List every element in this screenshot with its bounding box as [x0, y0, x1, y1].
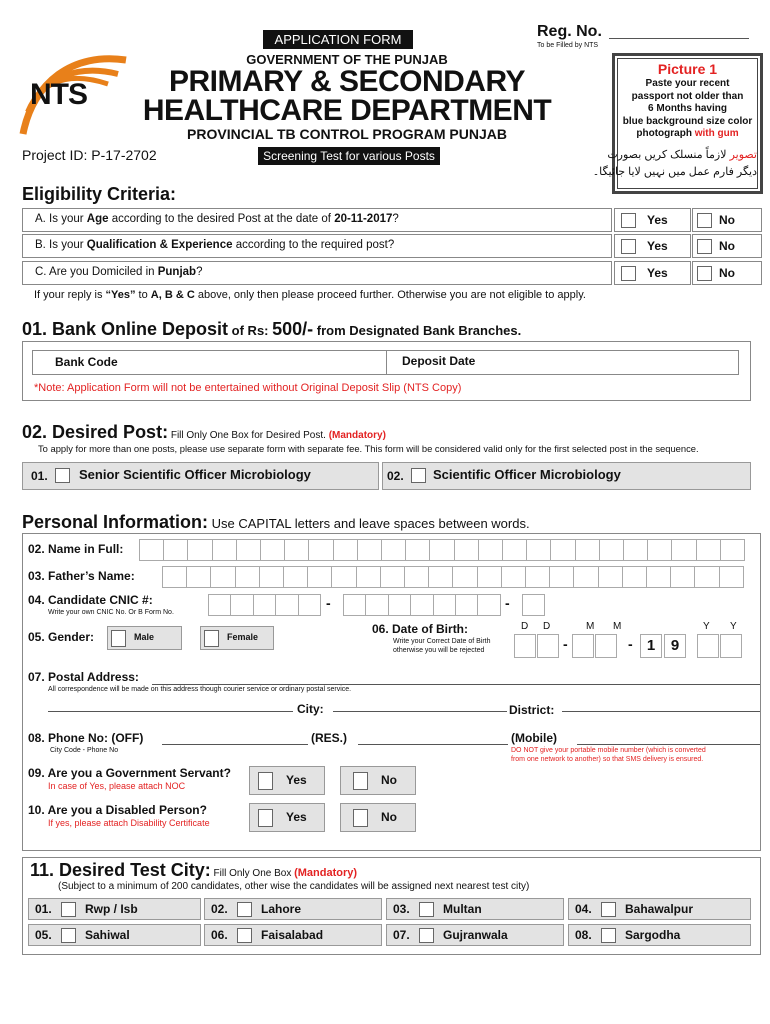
name-char-cell[interactable]: [526, 539, 551, 561]
program-subtitle: PROVINCIAL TB CONTROL PROGRAM PUNJAB: [187, 126, 507, 142]
urdu-picture: تصویر: [729, 148, 757, 161]
picture-box[interactable]: [592, 53, 763, 194]
name-char-cell[interactable]: [236, 539, 261, 561]
cnic-char-cell[interactable]: [298, 594, 321, 616]
father-name-char-cell[interactable]: [670, 566, 695, 588]
father-name-char-cell[interactable]: [452, 566, 477, 588]
note-text: If your reply is: [34, 289, 106, 301]
mandatory: (Mandatory): [328, 430, 386, 441]
mobile-note: from one network to another) so that SMS delivery is ensured.: [511, 756, 704, 763]
yes-checkbox[interactable]: [258, 772, 273, 790]
mobile-label: (Mobile): [511, 731, 557, 745]
eligibility-row: [22, 234, 612, 258]
name-char-cell[interactable]: [478, 539, 503, 561]
name-char-cell[interactable]: [550, 539, 575, 561]
cnic-char-cell[interactable]: [275, 594, 298, 616]
department-title-1: PRIMARY & SECONDARY: [168, 65, 526, 98]
father-name-char-cell[interactable]: [259, 566, 284, 588]
city-num: 06.: [211, 928, 228, 942]
dob-note: otherwise you will be rejected: [393, 647, 485, 654]
city-label: Multan: [443, 902, 482, 916]
post-label: Senior Scientific Officer Microbiology: [79, 467, 311, 482]
no-label: No: [719, 266, 735, 280]
dob-dash: -: [563, 636, 568, 652]
note-text: above, only then please proceed further. Otherwise you are not eligible to apply.: [194, 289, 586, 301]
test-city-option[interactable]: [204, 924, 382, 946]
male-label: Male: [134, 632, 155, 642]
eligibility-yes[interactable]: [614, 234, 691, 258]
city-num: 08.: [575, 928, 592, 942]
father-name-char-cell[interactable]: [307, 566, 332, 588]
father-name-char-cell[interactable]: [356, 566, 381, 588]
name-char-cell[interactable]: [284, 539, 309, 561]
city-num: 04.: [575, 902, 592, 916]
city-num: 07.: [393, 928, 410, 942]
eligibility-no[interactable]: [692, 261, 762, 285]
father-name-char-cell[interactable]: [186, 566, 211, 588]
urdu-line: لازماً منسلک کریں بصورت: [607, 148, 727, 161]
screening-badge: Screening Test for various Posts: [258, 147, 440, 165]
question-text: according to the desired Post at the date of: [108, 213, 335, 225]
city-checkbox[interactable]: [601, 902, 616, 917]
disabled-no[interactable]: [340, 803, 416, 832]
cnic-dash: -: [326, 595, 331, 611]
name-char-cell[interactable]: [187, 539, 212, 561]
father-name-char-cell[interactable]: [331, 566, 356, 588]
project-id: Project ID: P-17-2702: [22, 147, 157, 163]
question-bold: 20-11-2017: [334, 213, 393, 225]
cnic-char-cell[interactable]: [410, 594, 433, 616]
question-text: ?: [196, 266, 203, 278]
name-char-cell[interactable]: [696, 539, 721, 561]
eligibility-yes[interactable]: [614, 261, 691, 285]
nts-logo: [18, 42, 128, 142]
title-text: Use CAPITAL letters and leave spaces between words.: [208, 516, 530, 531]
father-name-char-cell[interactable]: [477, 566, 502, 588]
no-label: No: [381, 810, 397, 824]
name-label: 02. Name in Full:: [28, 542, 124, 556]
father-name-char-cell[interactable]: [646, 566, 671, 588]
address-field-2[interactable]: [48, 711, 293, 712]
male-checkbox[interactable]: [111, 630, 126, 647]
reg-no-note: To be Filled by NTS: [537, 42, 599, 49]
cnic-char-cell[interactable]: [433, 594, 456, 616]
cnic-dash: -: [505, 595, 510, 611]
eligibility-row: [22, 261, 612, 285]
name-char-cell[interactable]: [599, 539, 624, 561]
no-label: No: [381, 773, 397, 787]
post-checkbox[interactable]: [55, 468, 70, 483]
section-title: Personal Information:: [22, 512, 209, 532]
question-text: ?: [392, 213, 399, 225]
dob-cell[interactable]: [514, 634, 536, 658]
name-char-cell[interactable]: [720, 539, 745, 561]
city-num: 01.: [35, 902, 52, 916]
no-checkbox[interactable]: [697, 266, 712, 281]
post-option-1[interactable]: [22, 462, 379, 490]
name-char-cell[interactable]: [575, 539, 600, 561]
name-char-cell[interactable]: [357, 539, 382, 561]
dob-format-letter: D: [543, 621, 551, 632]
father-name-char-cell[interactable]: [694, 566, 719, 588]
govt-servant-no[interactable]: [340, 766, 416, 795]
yes-label: Yes: [647, 239, 668, 253]
eligibility-note: [34, 289, 586, 301]
father-name-char-cell[interactable]: [428, 566, 453, 588]
father-name-char-cell[interactable]: [501, 566, 526, 588]
picture-line: passport not older than: [631, 90, 744, 102]
city-checkbox[interactable]: [237, 928, 252, 943]
deposit-date-label: Deposit Date: [402, 354, 476, 368]
name-char-cell[interactable]: [671, 539, 696, 561]
mandatory: (Mandatory): [294, 867, 358, 879]
yes-checkbox[interactable]: [621, 239, 636, 254]
dob-label: 06. Date of Birth:: [372, 622, 469, 636]
yes-label: Yes: [647, 266, 668, 280]
female-checkbox[interactable]: [204, 630, 219, 647]
dob-format-letter: Y: [703, 621, 710, 632]
city-label: Sargodha: [625, 928, 681, 942]
dob-cell[interactable]: [572, 634, 594, 658]
city-label: Lahore: [261, 902, 302, 916]
city-label: City:: [297, 702, 324, 716]
note-text: A, B & C: [150, 289, 195, 301]
dob-year-prefix: 1: [646, 637, 656, 654]
res-label: (RES.): [311, 731, 347, 745]
dob-cell[interactable]: [720, 634, 742, 658]
name-char-cell[interactable]: [260, 539, 285, 561]
test-city-option[interactable]: [386, 898, 564, 920]
note-text: to: [135, 289, 151, 301]
cnic-char-cell[interactable]: [388, 594, 411, 616]
name-char-cell[interactable]: [429, 539, 454, 561]
city-num: 02.: [211, 902, 228, 916]
address-label: 07. Postal Address:: [28, 670, 139, 684]
dob-cell[interactable]: [537, 634, 559, 658]
reg-no-label: Reg. No.: [537, 23, 602, 40]
deposit-date-field[interactable]: [386, 350, 739, 375]
test-city-note: (Subject to a minimum of 200 candidates, other wise the candidates will be assigned next nearest test city): [58, 881, 530, 892]
test-city-option[interactable]: [204, 898, 382, 920]
city-checkbox[interactable]: [601, 928, 616, 943]
no-label: No: [719, 239, 735, 253]
department-title-2: HEALTHCARE DEPARTMENT: [142, 94, 552, 127]
title-text: of Rs:: [228, 323, 273, 338]
yes-checkbox[interactable]: [258, 809, 273, 827]
cnic-note: Write your own CNIC No. Or B Form No.: [48, 609, 174, 616]
father-name-char-cell[interactable]: [573, 566, 598, 588]
gender-female[interactable]: [200, 626, 274, 650]
section-title: 02. Desired Post:: [22, 422, 169, 442]
eligibility-no[interactable]: [692, 234, 762, 258]
bank-note: *Note: Application Form will not be entertained without Original Deposit Slip (NTS Copy): [34, 382, 462, 394]
district-label: District:: [509, 703, 555, 717]
cnic-char-cell[interactable]: [477, 594, 500, 616]
father-name-char-cell[interactable]: [283, 566, 308, 588]
dob-dash: -: [628, 636, 633, 652]
question-text: B. Is your: [35, 239, 87, 251]
bank-deposit-title: [22, 319, 521, 341]
cnic-label: 04. Candidate CNIC #:: [28, 593, 153, 607]
post-option-2[interactable]: [382, 462, 751, 490]
name-char-cell[interactable]: [333, 539, 358, 561]
city-label: Sahiwal: [85, 928, 130, 942]
no-checkbox[interactable]: [697, 213, 712, 228]
section-title: 01. Bank Online Deposit: [22, 319, 229, 339]
desired-post-title: [22, 423, 386, 445]
address-field[interactable]: [152, 684, 760, 685]
eligibility-row: [22, 208, 612, 232]
father-name-char-cell[interactable]: [210, 566, 235, 588]
bank-code-field[interactable]: [32, 350, 387, 375]
city-label: Bahawalpur: [625, 902, 694, 916]
cnic-char-cell[interactable]: [253, 594, 276, 616]
city-checkbox[interactable]: [61, 928, 76, 943]
city-label: Gujranwala: [443, 928, 508, 942]
cnic-char-cell[interactable]: [343, 594, 366, 616]
question-text: A. Is your: [35, 213, 87, 225]
post-num: 01.: [31, 469, 48, 483]
test-city-option[interactable]: [568, 924, 751, 946]
desired-post-note: To apply for more than one posts, please use separate form with separate fee. This form will be considered valid only for the first selected post in the sequence.: [38, 443, 699, 454]
picture-line: Paste your recent: [645, 78, 730, 89]
father-name-char-cell[interactable]: [380, 566, 405, 588]
father-name-char-cell[interactable]: [235, 566, 260, 588]
dob-cell[interactable]: [697, 634, 719, 658]
phone-off-field[interactable]: [162, 744, 308, 745]
dob-cell: [664, 634, 686, 658]
picture-line: blue background size color: [622, 115, 753, 127]
gender-male[interactable]: [107, 626, 182, 650]
no-checkbox[interactable]: [353, 809, 368, 827]
logo-text: NTS: [30, 78, 87, 111]
yes-checkbox[interactable]: [621, 266, 636, 281]
address-note: All correspondence will be made on this address though courier service or ordinary postal service.: [48, 686, 352, 693]
dob-format-letter: M: [586, 621, 595, 632]
name-char-cell[interactable]: [381, 539, 406, 561]
female-label: Female: [227, 632, 259, 642]
name-char-cell[interactable]: [212, 539, 237, 561]
yes-label: Yes: [647, 213, 668, 227]
title-text: Fill Only One Box for Desired Post.: [168, 430, 329, 441]
district-field[interactable]: [562, 711, 760, 712]
dob-cell: [640, 634, 662, 658]
name-char-cell[interactable]: [163, 539, 188, 561]
amount: 500/-: [272, 319, 314, 339]
father-name-char-cell[interactable]: [162, 566, 187, 588]
post-checkbox[interactable]: [411, 468, 426, 483]
test-city-option[interactable]: [386, 924, 564, 946]
title-text: from Designated Bank Branches.: [313, 323, 522, 338]
city-checkbox[interactable]: [61, 902, 76, 917]
test-city-option[interactable]: [28, 924, 201, 946]
test-city-option[interactable]: [568, 898, 751, 920]
name-char-cell[interactable]: [139, 539, 164, 561]
post-num: 02.: [387, 469, 404, 483]
no-checkbox[interactable]: [353, 772, 368, 790]
city-checkbox[interactable]: [419, 928, 434, 943]
picture-title: Picture 1: [657, 61, 718, 77]
dob-year-prefix: 9: [670, 637, 680, 654]
city-checkbox[interactable]: [237, 902, 252, 917]
question-bold: Punjab: [157, 266, 197, 278]
question-text: according to the required post?: [232, 239, 395, 251]
phone-note: City Code - Phone No: [50, 747, 119, 754]
name-char-cell[interactable]: [454, 539, 479, 561]
city-label: Rwp / Isb: [85, 902, 138, 916]
note-text: “Yes”: [105, 289, 136, 301]
name-char-cell[interactable]: [623, 539, 648, 561]
dob-format-letter: M: [613, 621, 622, 632]
father-name-char-cell[interactable]: [598, 566, 623, 588]
question-text: C. Are you Domiciled in: [35, 266, 158, 278]
mobile-note: DO NOT give your portable mobile number (which is converted: [511, 747, 706, 754]
eligibility-title: Eligibility Criteria:: [22, 184, 177, 204]
urdu-line: دیگر فارم عمل میں نہیں لایا جائیگا۔: [592, 165, 757, 178]
eligibility-no[interactable]: [692, 208, 762, 232]
title-text: Fill Only One Box: [210, 868, 295, 879]
no-label: No: [719, 213, 735, 227]
dob-note: Write your Correct Date of Birth: [393, 638, 491, 645]
city-label: Faisalabad: [261, 928, 324, 942]
father-name-char-cell[interactable]: [404, 566, 429, 588]
application-form-badge: APPLICATION FORM: [263, 30, 413, 49]
disabled-yes[interactable]: [249, 803, 325, 832]
father-name-char-cell[interactable]: [549, 566, 574, 588]
yes-checkbox[interactable]: [621, 213, 636, 228]
dob-format-letter: D: [521, 621, 529, 632]
dob-format-letter: Y: [730, 621, 737, 632]
govt-servant-label: 09. Are you a Government Servant?: [28, 766, 231, 780]
dob-cell[interactable]: [595, 634, 617, 658]
test-city-option[interactable]: [28, 898, 201, 920]
govt-servant-yes[interactable]: [249, 766, 325, 795]
gender-label: 05. Gender:: [28, 630, 95, 644]
question-bold: Age: [86, 213, 109, 225]
father-name-char-cell[interactable]: [719, 566, 744, 588]
phone-res-field[interactable]: [358, 744, 508, 745]
yes-label: Yes: [286, 773, 307, 787]
cnic-char-cell[interactable]: [455, 594, 478, 616]
govt-servant-note: In case of Yes, please attach NOC: [48, 781, 186, 791]
picture-gum: with gum: [694, 128, 739, 139]
name-char-cell[interactable]: [308, 539, 333, 561]
father-label: 03. Father’s Name:: [28, 569, 135, 583]
eligibility-yes[interactable]: [614, 208, 691, 232]
picture-line: photograph: [636, 128, 695, 139]
yes-label: Yes: [286, 810, 307, 824]
name-char-cell[interactable]: [647, 539, 672, 561]
bank-code-label: Bank Code: [55, 355, 118, 369]
phone-label: 08. Phone No: (OFF): [28, 731, 144, 745]
city-checkbox[interactable]: [419, 902, 434, 917]
government-heading: GOVERNMENT OF THE PUNJAB: [246, 52, 448, 67]
city-field[interactable]: [333, 711, 507, 712]
personal-info-title: [22, 513, 530, 533]
city-num: 03.: [393, 902, 410, 916]
disabled-note: If yes, please attach Disability Certificate: [48, 818, 210, 828]
test-city-title: [30, 861, 357, 883]
father-name-char-cell[interactable]: [622, 566, 647, 588]
cnic-char-cell[interactable]: [365, 594, 388, 616]
cnic-char-cell[interactable]: [230, 594, 253, 616]
mobile-field[interactable]: [577, 744, 760, 745]
question-bold: Qualification & Experience: [86, 239, 233, 251]
cnic-char-cell[interactable]: [522, 594, 545, 616]
reg-no-field[interactable]: [609, 38, 749, 39]
post-label: Scientific Officer Microbiology: [433, 467, 621, 482]
section-title: 11. Desired Test City:: [30, 860, 211, 880]
city-num: 05.: [35, 928, 52, 942]
father-name-char-cell[interactable]: [525, 566, 550, 588]
disabled-label: 10. Are you a Disabled Person?: [28, 803, 207, 817]
no-checkbox[interactable]: [697, 239, 712, 254]
cnic-char-cell[interactable]: [208, 594, 231, 616]
name-char-cell[interactable]: [405, 539, 430, 561]
name-char-cell[interactable]: [502, 539, 527, 561]
picture-line: 6 Months having: [648, 103, 727, 114]
